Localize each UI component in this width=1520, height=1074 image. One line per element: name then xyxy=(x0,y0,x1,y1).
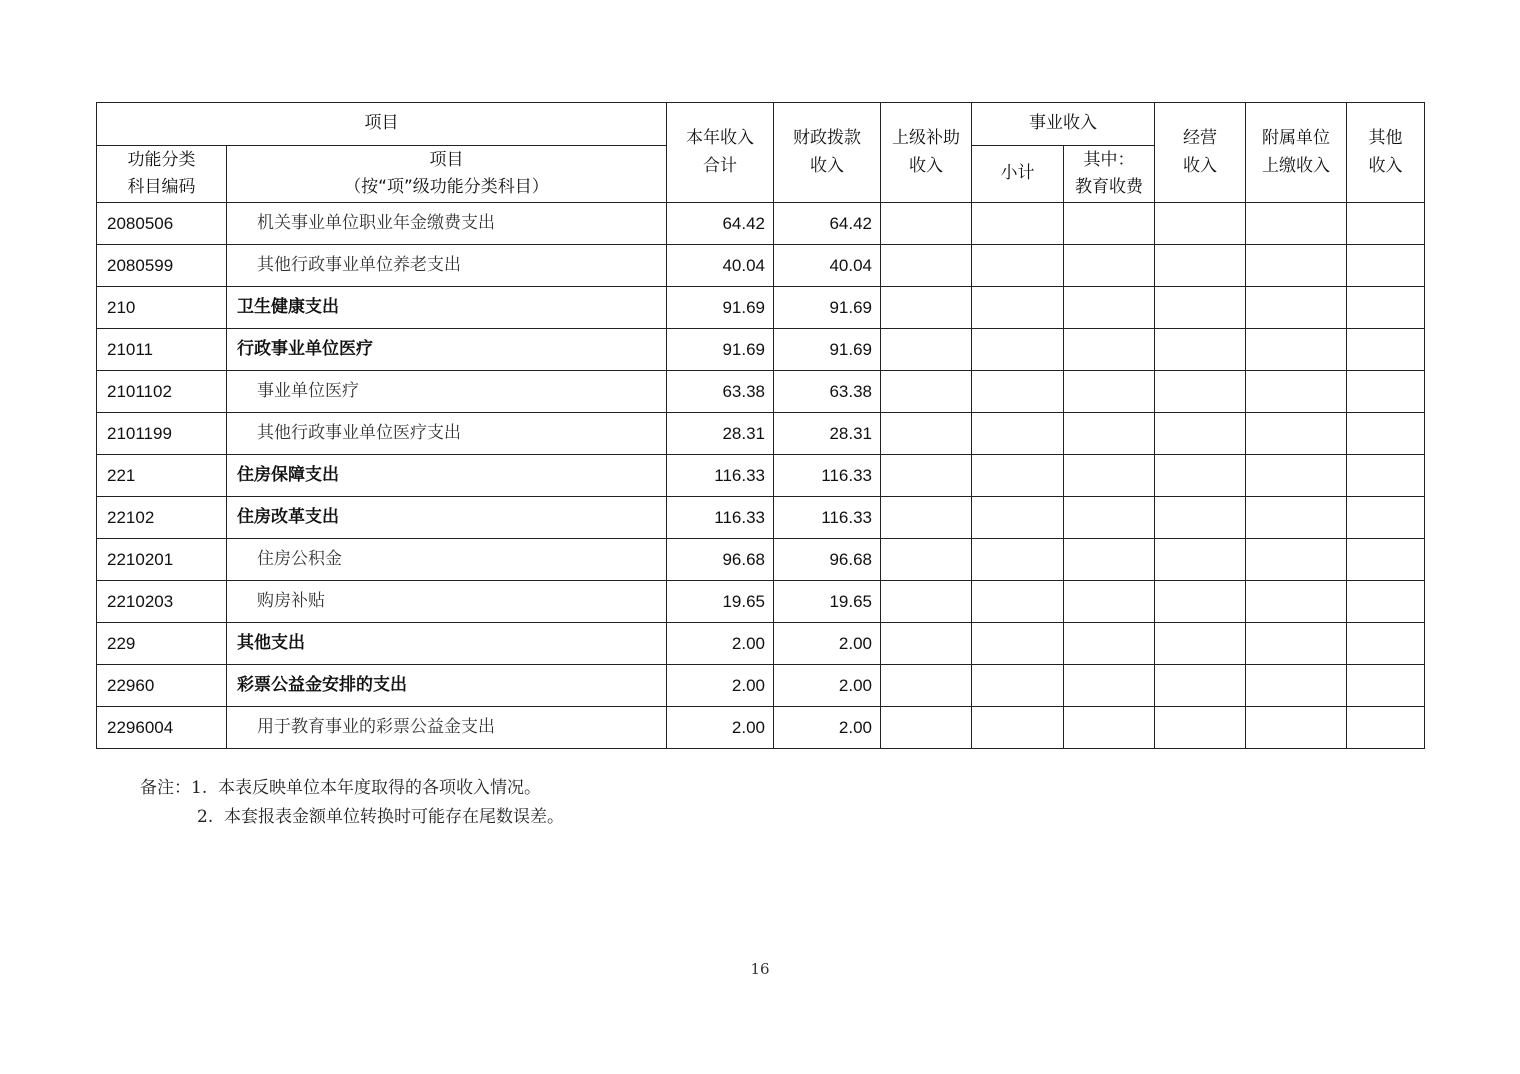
row-total: 64.42 xyxy=(667,203,774,245)
table-row xyxy=(97,623,1425,665)
row-total: 28.31 xyxy=(667,413,774,455)
note-1-index: 1. xyxy=(191,778,208,798)
empty-cell xyxy=(1246,497,1347,539)
row-name: 住房公积金 xyxy=(227,539,667,581)
empty-cell xyxy=(1155,245,1246,287)
row-name: 彩票公益金安排的支出 xyxy=(227,665,667,707)
row-code: 2101102 xyxy=(97,371,227,413)
empty-cell xyxy=(881,287,972,329)
row-code: 2080506 xyxy=(97,203,227,245)
table-row xyxy=(97,539,1425,581)
row-fiscal: 116.33 xyxy=(774,455,881,497)
empty-cell xyxy=(1347,371,1425,413)
empty-cell xyxy=(1155,203,1246,245)
empty-cell xyxy=(972,455,1064,497)
row-fiscal: 64.42 xyxy=(774,203,881,245)
empty-cell xyxy=(1155,539,1246,581)
header-other-income xyxy=(1347,103,1425,203)
empty-cell xyxy=(972,413,1064,455)
row-code: 22102 xyxy=(97,497,227,539)
row-code: 229 xyxy=(97,623,227,665)
empty-cell xyxy=(1064,245,1155,287)
empty-cell xyxy=(1064,455,1155,497)
row-fiscal: 63.38 xyxy=(774,371,881,413)
empty-cell xyxy=(1155,581,1246,623)
header-edu-line1: 其中： xyxy=(1083,149,1135,170)
empty-cell xyxy=(1347,329,1425,371)
header-superior-subsidy xyxy=(881,103,972,203)
empty-cell xyxy=(881,203,972,245)
header-item xyxy=(227,146,667,203)
row-total: 19.65 xyxy=(667,581,774,623)
table-row xyxy=(97,497,1425,539)
header-total-line1: 本年收入 xyxy=(686,128,754,149)
header-operating-line2: 收入 xyxy=(1183,155,1217,176)
empty-cell xyxy=(972,203,1064,245)
row-total: 63.38 xyxy=(667,371,774,413)
empty-cell xyxy=(881,371,972,413)
empty-cell xyxy=(1155,665,1246,707)
empty-cell xyxy=(972,665,1064,707)
table-row xyxy=(97,707,1425,749)
empty-cell xyxy=(881,665,972,707)
header-affiliated-income xyxy=(1246,103,1347,203)
header-superior-line1: 上级补助 xyxy=(892,128,960,149)
header-project-group: 项目 xyxy=(97,103,667,146)
empty-cell xyxy=(1064,623,1155,665)
row-fiscal: 96.68 xyxy=(774,539,881,581)
empty-cell xyxy=(972,329,1064,371)
empty-cell xyxy=(1064,539,1155,581)
empty-cell xyxy=(1155,371,1246,413)
empty-cell xyxy=(881,581,972,623)
row-code: 22960 xyxy=(97,665,227,707)
note-line-2 xyxy=(197,802,564,827)
header-business-income: 事业收入 xyxy=(972,103,1155,146)
empty-cell xyxy=(1064,413,1155,455)
empty-cell xyxy=(972,707,1064,749)
empty-cell xyxy=(1246,455,1347,497)
row-name: 事业单位医疗 xyxy=(227,371,667,413)
empty-cell xyxy=(1347,665,1425,707)
row-fiscal: 91.69 xyxy=(774,329,881,371)
header-item-line2: （按“项”级功能分类科目） xyxy=(344,177,549,197)
row-code: 21011 xyxy=(97,329,227,371)
empty-cell xyxy=(881,707,972,749)
empty-cell xyxy=(1064,707,1155,749)
empty-cell xyxy=(881,413,972,455)
row-name: 其他行政事业单位养老支出 xyxy=(227,245,667,287)
empty-cell xyxy=(881,497,972,539)
empty-cell xyxy=(1246,581,1347,623)
empty-cell xyxy=(1064,329,1155,371)
empty-cell xyxy=(1155,455,1246,497)
header-item-line1: 项目 xyxy=(429,149,464,170)
empty-cell xyxy=(972,245,1064,287)
empty-cell xyxy=(1246,707,1347,749)
row-fiscal: 116.33 xyxy=(774,497,881,539)
row-name: 卫生健康支出 xyxy=(227,287,667,329)
header-superior-line2: 收入 xyxy=(909,155,943,176)
empty-cell xyxy=(1155,413,1246,455)
header-fiscal-income xyxy=(774,103,881,203)
row-code: 2080599 xyxy=(97,245,227,287)
empty-cell xyxy=(1347,455,1425,497)
empty-cell xyxy=(1347,287,1425,329)
empty-cell xyxy=(1246,665,1347,707)
row-name: 住房改革支出 xyxy=(227,497,667,539)
row-total: 116.33 xyxy=(667,497,774,539)
empty-cell xyxy=(1064,203,1155,245)
header-fiscal-line1: 财政拨款 xyxy=(793,128,861,149)
empty-cell xyxy=(881,539,972,581)
empty-cell xyxy=(1064,665,1155,707)
header-total-income xyxy=(667,103,774,203)
row-fiscal: 19.65 xyxy=(774,581,881,623)
row-code: 210 xyxy=(97,287,227,329)
empty-cell xyxy=(1246,245,1347,287)
empty-cell xyxy=(881,245,972,287)
row-fiscal: 91.69 xyxy=(774,287,881,329)
row-code: 2210201 xyxy=(97,539,227,581)
empty-cell xyxy=(1155,497,1246,539)
note-prefix: 备注： xyxy=(140,778,191,798)
row-code: 221 xyxy=(97,455,227,497)
empty-cell xyxy=(1155,329,1246,371)
row-total: 40.04 xyxy=(667,245,774,287)
empty-cell xyxy=(881,455,972,497)
row-name: 其他行政事业单位医疗支出 xyxy=(227,413,667,455)
row-name: 行政事业单位医疗 xyxy=(227,329,667,371)
row-name: 用于教育事业的彩票公益金支出 xyxy=(227,707,667,749)
header-func-code-line2: 科目编码 xyxy=(127,177,196,197)
empty-cell xyxy=(1246,623,1347,665)
empty-cell xyxy=(881,623,972,665)
row-name: 其他支出 xyxy=(227,623,667,665)
row-fiscal: 40.04 xyxy=(774,245,881,287)
empty-cell xyxy=(1155,623,1246,665)
header-affiliated-line1: 附属单位 xyxy=(1262,128,1330,149)
header-fiscal-line2: 收入 xyxy=(810,155,844,176)
header-func-code xyxy=(97,146,227,203)
header-other-line1: 其他 xyxy=(1368,128,1403,149)
table-row xyxy=(97,287,1425,329)
empty-cell xyxy=(1347,581,1425,623)
note-line-1 xyxy=(140,773,541,798)
empty-cell xyxy=(972,539,1064,581)
row-total: 2.00 xyxy=(667,665,774,707)
empty-cell xyxy=(1155,287,1246,329)
table-row xyxy=(97,329,1425,371)
empty-cell xyxy=(1347,707,1425,749)
header-operating-income xyxy=(1155,103,1246,203)
table-row xyxy=(97,371,1425,413)
empty-cell xyxy=(972,581,1064,623)
table-row xyxy=(97,413,1425,455)
empty-cell xyxy=(1064,287,1155,329)
header-func-code-line1: 功能分类 xyxy=(127,149,196,170)
table-row xyxy=(97,665,1425,707)
empty-cell xyxy=(1246,287,1347,329)
note-2-text: 本套报表金额单位转换时可能存在尾数误差。 xyxy=(224,807,565,827)
header-affiliated-line2: 上缴收入 xyxy=(1262,155,1330,176)
row-total: 116.33 xyxy=(667,455,774,497)
empty-cell xyxy=(1347,203,1425,245)
empty-cell xyxy=(972,497,1064,539)
row-total: 2.00 xyxy=(667,707,774,749)
row-code: 2101199 xyxy=(97,413,227,455)
page-number: 16 xyxy=(750,960,770,978)
empty-cell xyxy=(1347,623,1425,665)
row-total: 91.69 xyxy=(667,329,774,371)
row-total: 2.00 xyxy=(667,623,774,665)
row-fiscal: 2.00 xyxy=(774,623,881,665)
header-subtotal: 小计 xyxy=(972,146,1064,203)
row-total: 91.69 xyxy=(667,287,774,329)
row-fiscal: 28.31 xyxy=(774,413,881,455)
table-row xyxy=(97,203,1425,245)
header-edu-line2: 教育收费 xyxy=(1075,177,1143,197)
empty-cell xyxy=(1246,329,1347,371)
table-row xyxy=(97,455,1425,497)
note-1-text: 本表反映单位本年度取得的各项收入情况。 xyxy=(218,778,542,798)
row-total: 96.68 xyxy=(667,539,774,581)
empty-cell xyxy=(1246,413,1347,455)
empty-cell xyxy=(1347,245,1425,287)
header-total-line2: 合计 xyxy=(703,155,737,176)
empty-cell xyxy=(972,287,1064,329)
row-name: 购房补贴 xyxy=(227,581,667,623)
empty-cell xyxy=(881,329,972,371)
table-row xyxy=(97,581,1425,623)
row-code: 2296004 xyxy=(97,707,227,749)
row-name: 住房保障支出 xyxy=(227,455,667,497)
empty-cell xyxy=(1064,581,1155,623)
header-edu-fee xyxy=(1064,146,1155,203)
empty-cell xyxy=(1246,371,1347,413)
row-fiscal: 2.00 xyxy=(774,707,881,749)
row-name: 机关事业单位职业年金缴费支出 xyxy=(227,203,667,245)
table-row xyxy=(97,245,1425,287)
empty-cell xyxy=(1064,497,1155,539)
header-operating-line1: 经营 xyxy=(1183,128,1217,149)
empty-cell xyxy=(972,371,1064,413)
empty-cell xyxy=(1347,413,1425,455)
header-other-line2: 收入 xyxy=(1368,155,1403,176)
empty-cell xyxy=(1155,707,1246,749)
row-fiscal: 2.00 xyxy=(774,665,881,707)
empty-cell xyxy=(1064,371,1155,413)
empty-cell xyxy=(972,623,1064,665)
empty-cell xyxy=(1246,203,1347,245)
row-code: 2210203 xyxy=(97,581,227,623)
empty-cell xyxy=(1347,497,1425,539)
empty-cell xyxy=(1246,539,1347,581)
income-table xyxy=(96,102,1425,749)
empty-cell xyxy=(1347,539,1425,581)
note-2-index: 2. xyxy=(197,807,214,827)
